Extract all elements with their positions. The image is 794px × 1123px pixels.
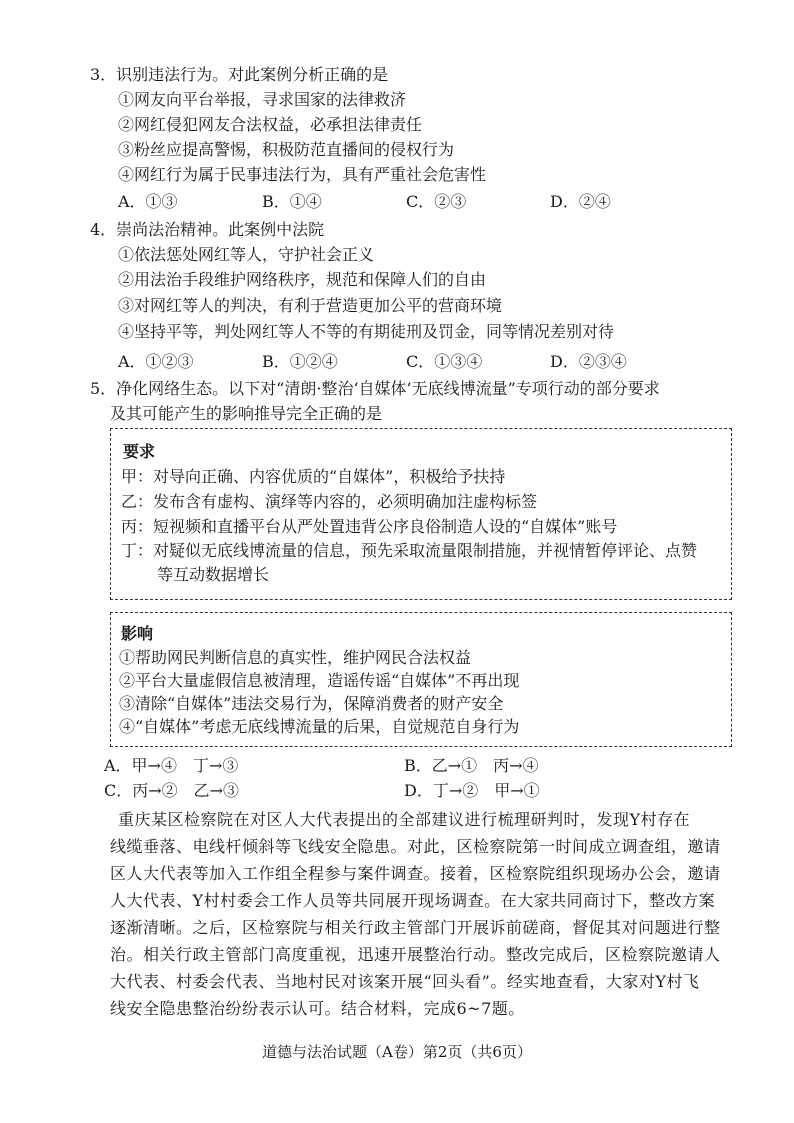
effect-3: ③清除“自媒体”违法交易行为，保障消费者的财产安全 [119,694,504,713]
effect-2: ②平台大量虚假信息被清理，造谣传谣“自媒体”不再出现 [119,671,520,690]
q5-option-d: D．丁→② 甲→① [404,781,540,800]
q3-item-2: ②网红侵犯网友合法权益，必承担法律责任 [118,115,423,134]
q3-option-c: C．②③ [406,192,467,211]
q5-option-c: C．丙→② 乙→③ [104,781,240,800]
requirements-box [110,428,732,600]
q4-option-c: C．①③④ [406,352,483,371]
q4-item-3: ③对网红等人的判决，有利于营造更加公平的营商环境 [118,296,503,315]
requirement-yi: 乙：发布含有虚构、演绎等内容的，必须明确加注虚构标签 [121,492,538,511]
material-line: 大代表、村委会代表、当地村民对该案开展“回头看”。经实地查看，大家对Y村飞 [110,972,700,991]
effect-4: ④“自媒体”考虑无底线博流量的后果，自觉规范自身行为 [119,717,520,736]
requirements-title: 要求 [123,442,156,461]
effects-title: 影响 [121,624,154,643]
q4-option-d: D．②③④ [550,352,627,371]
q5-option-b: B．乙→① 丙→④ [404,756,539,775]
q4-stem: 4．崇尚法治精神。此案例中法院 [90,220,325,239]
q5-stem-line-1: 5．净化网络生态。以下对“清朗·整治‘自媒体’无底线博流量”专项行动的部分要求 [90,379,660,398]
effect-1: ①帮助网民判断信息的真实性，维护网民合法权益 [119,648,472,667]
q3-item-1: ①网友向平台举报，寻求国家的法律救济 [118,90,407,109]
q4-item-2: ②用法治手段维护网络秩序，规范和保障人们的自由 [118,270,487,289]
material-line: 重庆某区检察院在对区人大代表提出的全部建议进行梳理研判时，发现Y村存在 [118,810,691,829]
requirement-ding: 丁：对疑似无底线博流量的信息，预先采取流量限制措施，并视情暂停评论、点赞 [121,541,698,560]
page-footer: 道德与法治试题（A卷）第2页（共6页） [262,1043,532,1061]
effects-box [110,612,732,747]
material-line: 治。相关行政主管部门高度重视，迅速开展整治行动。整改完成后，区检察院邀请人 [110,945,721,964]
q5-option-a: A．甲→④ 丁→③ [104,756,239,775]
q5-stem-line-2: 及其可能产生的影响推导完全正确的是 [110,404,383,423]
q4-option-a: A．①②③ [118,352,194,371]
material-line: 线安全隐患整治纷纷表示认可。结合材料，完成6~7题。 [110,999,525,1018]
requirement-bing: 丙：短视频和直播平台从严处置违背公序良俗制造人设的“自媒体”账号 [121,517,618,536]
material-line: 线缆垂落、电线杆倾斜等飞线安全隐患。对此，区检察院第一时间成立调查组，邀请 [110,837,721,856]
material-line: 区人大代表等加入工作组全程参与案件调查。接着，区检察院组织现场办公会，邀请 [110,864,721,883]
material-line: 逐渐清晰。之后，区检察院与相关行政主管部门开展诉前磋商，督促其对问题进行整 [110,918,721,937]
q4-option-b: B．①②④ [262,352,338,371]
q3-option-b: B．①④ [262,192,322,211]
material-paragraph [110,806,722,1022]
q4-item-1: ①依法惩处网红等人，守护社会正义 [118,245,375,264]
requirement-ding-cont: 等互动数据增长 [157,565,270,584]
q4-item-4: ④坚持平等，判处网红等人不等的有期徒刑及罚金，同等情况差别对待 [118,322,615,341]
q3-item-4: ④网红行为属于民事违法行为，具有严重社会危害性 [118,165,487,184]
requirement-jia: 甲：对导向正确、内容优质的“自媒体”，积极给予扶持 [121,467,506,486]
q3-option-d: D．②④ [550,192,611,211]
q3-option-a: A．①③ [118,192,178,211]
material-line: 人大代表、Y村村委会工作人员等共同展开现场调查。在大家共同商讨下，整改方案 [110,891,716,910]
q3-stem: 3．识别违法行为。对此案例分析正确的是 [90,65,389,84]
q3-item-3: ③粉丝应提高警惕，积极防范直播间的侵权行为 [118,140,455,159]
